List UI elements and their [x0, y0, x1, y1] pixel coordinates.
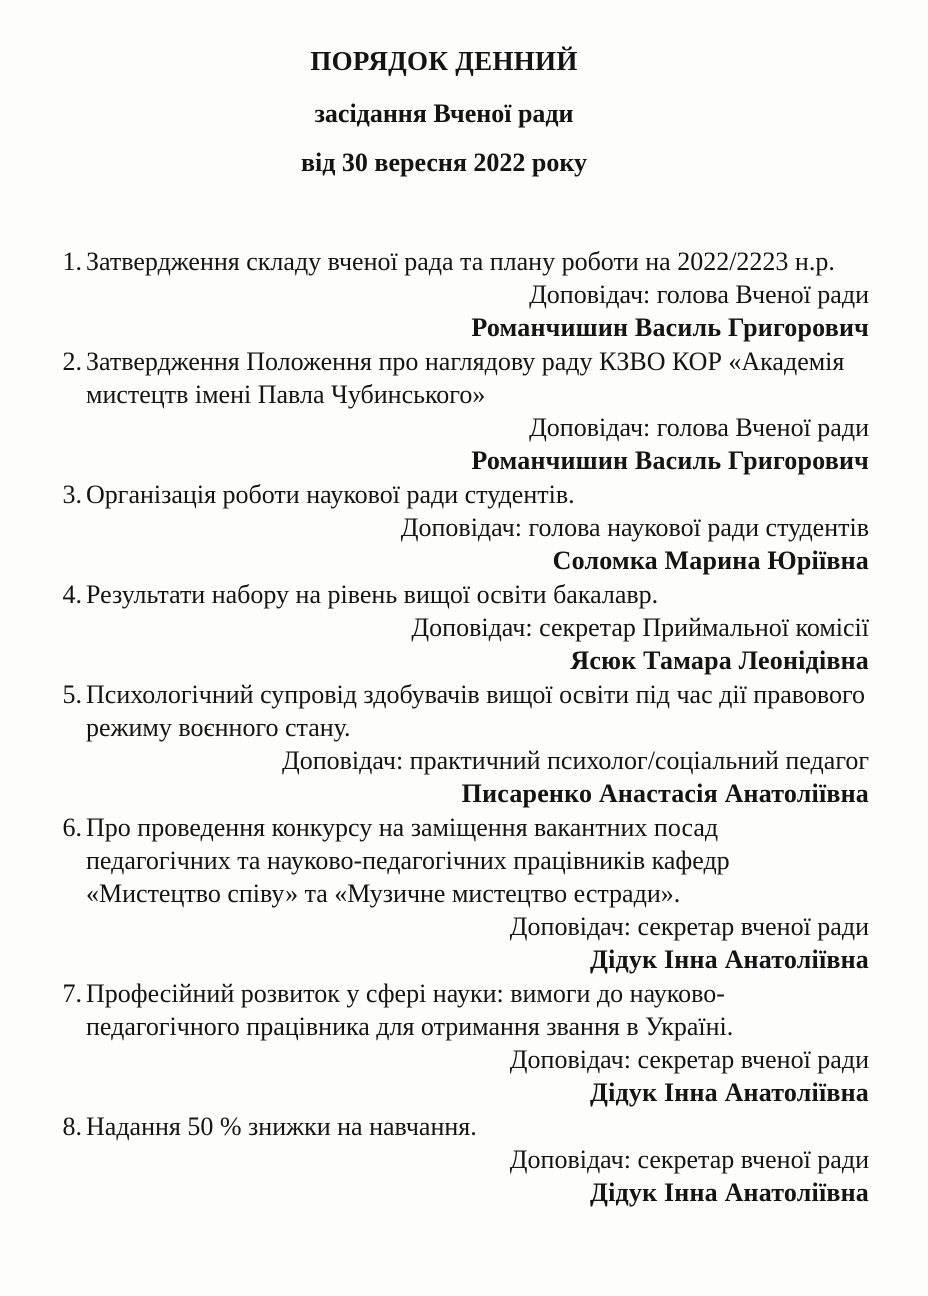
agenda-item-person: Писаренко Анастасія Анатоліївна — [461, 779, 869, 808]
agenda-item-topic: Надання 50 % знижки на навчання. — [86, 1112, 477, 1141]
agenda-item-topic: Професійний розвиток у сфері науки: вимоги до науково-педагогічного працівника для отримання звання в Україні. — [86, 979, 734, 1041]
agenda-item-person: Романчишин Василь Григорович — [471, 313, 869, 342]
agenda-item-number: 4. — [62, 580, 82, 609]
agenda-item-speaker: Доповідач: секретар вченої ради — [509, 912, 869, 941]
agenda-item-speaker: Доповідач: голова Вченої ради — [529, 413, 869, 442]
agenda-item-speaker: Доповідач: практичний психолог/соціальний педагог — [282, 746, 869, 775]
agenda-item-number: 2. — [62, 347, 82, 376]
agenda-item-person: Соломка Марина Юріївна — [552, 546, 869, 575]
agenda-item-number: 3. — [62, 480, 82, 509]
agenda-item-person: Дідук Інна Анатоліївна — [590, 1078, 869, 1107]
agenda-item-number: 1. — [62, 247, 82, 276]
agenda-item-number: 7. — [62, 979, 82, 1008]
agenda-item-topic: Результати набору на рівень вищої освіти бакалавр. — [86, 580, 659, 609]
agenda-item-topic: Психологічний супровід здобувачів вищої освіти під час дії правового режиму воєнного стану. — [86, 680, 865, 742]
agenda-item-number: 5. — [62, 680, 82, 709]
agenda-item-topic: Затвердження складу вченої рада та плану роботи на 2022/2223 н.р. — [86, 247, 835, 276]
agenda-item-5 — [0, 678, 928, 810]
agenda-item-2 — [0, 345, 928, 477]
agenda-item-person: Дідук Інна Анатоліївна — [590, 945, 869, 974]
agenda-list — [0, 245, 928, 1210]
agenda-item-speaker: Доповідач: секретар Приймальної комісії — [411, 613, 869, 642]
agenda-item-topic: Затвердження Положення про наглядову раду КЗВО КОР «Академія мистецтв імені Павла Чубинського» — [86, 347, 845, 409]
agenda-item-speaker: Доповідач: голова Вченої ради — [529, 280, 869, 309]
agenda-item-8 — [0, 1110, 928, 1209]
agenda-item-6 — [0, 811, 928, 976]
agenda-item-speaker: Доповідач: секретар вченої ради — [509, 1045, 869, 1074]
agenda-item-1 — [0, 245, 928, 344]
agenda-item-person: Романчишин Василь Григорович — [471, 446, 869, 475]
document-title: ПОРЯДОК ДЕННИЙ — [310, 46, 578, 76]
agenda-item-person: Дідук Інна Анатоліївна — [590, 1178, 869, 1207]
agenda-item-number: 6. — [62, 813, 82, 842]
agenda-item-speaker: Доповідач: секретар вченої ради — [509, 1145, 869, 1174]
agenda-item-number: 8. — [62, 1112, 82, 1141]
agenda-item-topic: Про проведення конкурсу на заміщення вакантних посад педагогічних та науково-педагогічних працівників кафедр «Мистецтво співу» та «Музичне мистецтво естради». — [86, 813, 730, 908]
document-date: від 30 вересня 2022 року — [301, 148, 587, 177]
agenda-item-topic: Організація роботи наукової ради студентів. — [86, 480, 575, 509]
agenda-item-speaker: Доповідач: голова наукової ради студентів — [400, 513, 869, 542]
document-subtitle: засідання Вченої ради — [314, 99, 574, 128]
agenda-item-person: Ясюк Тамара Леонідівна — [570, 646, 869, 675]
agenda-item-3 — [0, 478, 928, 577]
agenda-item-7 — [0, 977, 928, 1109]
agenda-item-4 — [0, 578, 928, 677]
